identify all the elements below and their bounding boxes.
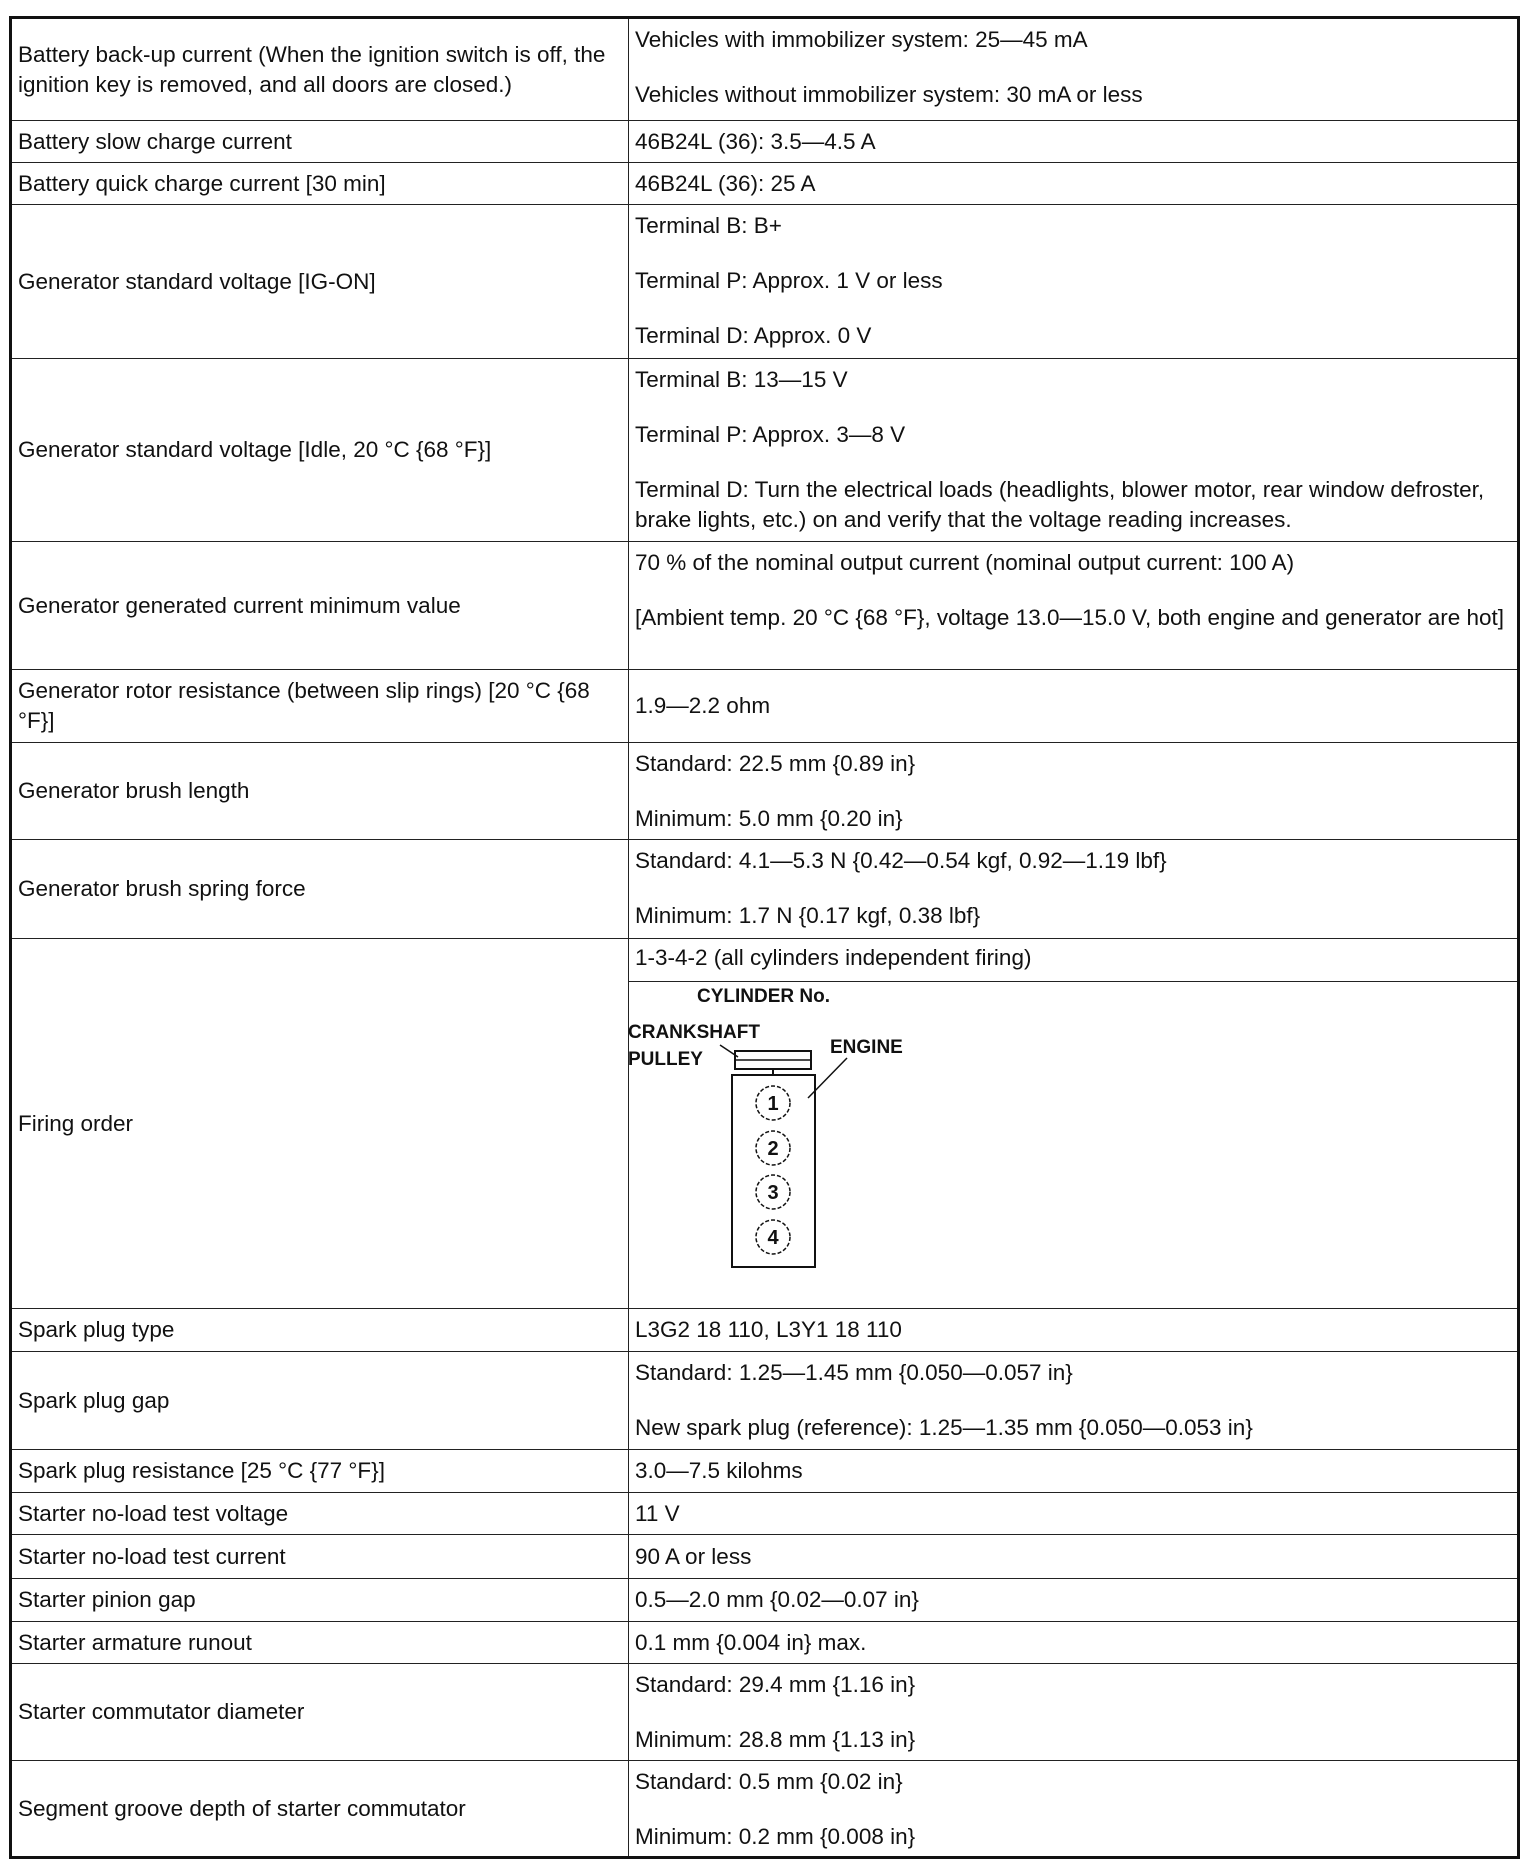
cylinder-number: 1 [767,1093,779,1115]
cylinder-no-label: CYLINDER No. [697,986,830,1007]
engine-leader-line [808,1058,847,1098]
spec-value [629,163,1519,205]
value-line: 0.5—2.0 mm {0.02—0.07 in} [635,1587,919,1612]
table-row [11,1493,1519,1535]
table-row [11,1664,1519,1761]
value-line: Minimum: 1.7 N {0.17 kgf, 0.38 lbf} [635,903,981,928]
spec-name: Starter no-load test voltage [11,1493,629,1535]
spec-value [629,121,1519,163]
spec-value [629,542,1519,670]
value-line: Vehicles without immobilizer system: 30 mA or less [635,82,1143,107]
cylinder-number: 4 [767,1227,779,1249]
spec-value [629,670,1519,743]
spec-name: Generator brush length [11,743,629,840]
table-row [11,205,1519,359]
table-row [11,163,1519,205]
spec-name: Battery slow charge current [11,121,629,163]
value-line: Terminal P: Approx. 3—8 V [635,422,906,447]
spec-name: Spark plug type [11,1309,629,1352]
value-line: 46B24L (36): 25 A [635,170,816,196]
spec-value [629,1761,1519,1858]
spec-name: Generator standard voltage [IG-ON] [11,205,629,359]
cylinder-number: 2 [767,1138,779,1160]
specifications-table [9,16,1520,1859]
value-line: [Ambient temp. 20 °C {68 °F}, voltage 13.0—15.0 V, both engine and generator are hot] [635,605,1504,630]
table-row [11,670,1519,743]
value-line: Terminal B: 13—15 V [635,367,848,392]
value-line: Terminal D: Turn the electrical loads (headlights, blower motor, rear window defroster, brake lights, etc.) on and verify that the voltage reading increases. [635,477,1485,532]
spec-value [629,1535,1519,1579]
spec-name: Battery back-up current (When the ignition switch is off, the ignition key is removed, and all doors are closed.) [11,18,629,121]
cylinder-number: 3 [767,1182,779,1204]
value-line: 1.9—2.2 ohm [635,693,771,718]
value-line: New spark plug (reference): 1.25—1.35 mm {0.050—0.053 in} [635,1415,1253,1440]
spec-value [629,1352,1519,1450]
crankshaft-label: CRANKSHAFT [628,1022,760,1043]
table-row [11,1622,1519,1664]
value-line: Minimum: 0.2 mm {0.008 in} [635,1824,916,1849]
value-line: Standard: 4.1—5.3 N {0.42—0.54 kgf, 0.92—1.19 lbf} [635,848,1167,873]
spec-name: Generator brush spring force [11,840,629,939]
spec-value [629,205,1519,359]
spec-name: Starter no-load test current [11,1535,629,1579]
spec-name: Spark plug resistance [25 °C {77 °F}] [11,1450,629,1493]
value-line: Terminal B: B+ [635,213,782,238]
spec-name: Spark plug gap [11,1352,629,1450]
spec-name: Starter commutator diameter [11,1664,629,1761]
spec-value [629,359,1519,542]
spec-value [629,1664,1519,1761]
crankshaft-pulley-icon [735,1051,811,1075]
spec-value [629,1622,1519,1664]
spec-name: Battery quick charge current [30 min] [11,163,629,205]
spec-name: Starter armature runout [11,1622,629,1664]
value-line: 90 A or less [635,1543,752,1569]
table-row [11,1309,1519,1352]
value-line: Standard: 29.4 mm {1.16 in} [635,1672,916,1697]
value-line: Minimum: 28.8 mm {1.13 in} [635,1727,916,1752]
spec-name: Generator rotor resistance (between slip rings) [20 °C {68 °F}] [11,670,629,743]
table-row [11,840,1519,939]
spec-name: Firing order [11,939,629,1309]
value-line: 1-3-4-2 (all cylinders independent firing) [629,939,1517,982]
table-row [11,1535,1519,1579]
spec-value [629,840,1519,939]
table-row [11,1450,1519,1493]
value-line: Standard: 22.5 mm {0.89 in} [635,751,916,776]
value-line: 3.0—7.5 kilohms [635,1458,803,1483]
spec-name: Starter pinion gap [11,1579,629,1622]
table-row [11,18,1519,121]
spec-name: Generator standard voltage [Idle, 20 °C {68 °F}] [11,359,629,542]
spec-value [629,1493,1519,1535]
table-row [11,1761,1519,1858]
value-line: Minimum: 5.0 mm {0.20 in} [635,806,903,831]
value-line: L3G2 18 110, L3Y1 18 110 [635,1317,902,1342]
value-line: Terminal P: Approx. 1 V or less [635,268,943,293]
value-line: Standard: 0.5 mm {0.02 in} [635,1769,903,1794]
value-line: Terminal D: Approx. 0 V [635,323,872,348]
pulley-label: PULLEY [628,1049,703,1070]
value-line: Vehicles with immobilizer system: 25—45 mA [635,27,1088,52]
spec-name: Segment groove depth of starter commutator [11,1761,629,1858]
spec-value [629,743,1519,840]
table-row [11,1579,1519,1622]
table-row [11,1352,1519,1450]
spec-value [629,1450,1519,1493]
value-line: 46B24L (36): 3.5—4.5 A [635,128,876,154]
engine-label: ENGINE [830,1037,903,1058]
table-row [11,542,1519,670]
spec-value [629,18,1519,121]
value-line: 0.1 mm {0.004 in} max. [635,1629,867,1655]
table-row [11,359,1519,542]
spec-value [629,1579,1519,1622]
spec-value [629,1309,1519,1352]
table-row [11,743,1519,840]
value-line: 11 V [635,1500,680,1526]
value-line: Standard: 1.25—1.45 mm {0.050—0.057 in} [635,1360,1073,1385]
spec-name: Generator generated current minimum value [11,542,629,670]
value-line: 70 % of the nominal output current (nominal output current: 100 A) [635,550,1295,575]
firing-order-diagram [626,979,1520,1280]
table-row [11,121,1519,163]
